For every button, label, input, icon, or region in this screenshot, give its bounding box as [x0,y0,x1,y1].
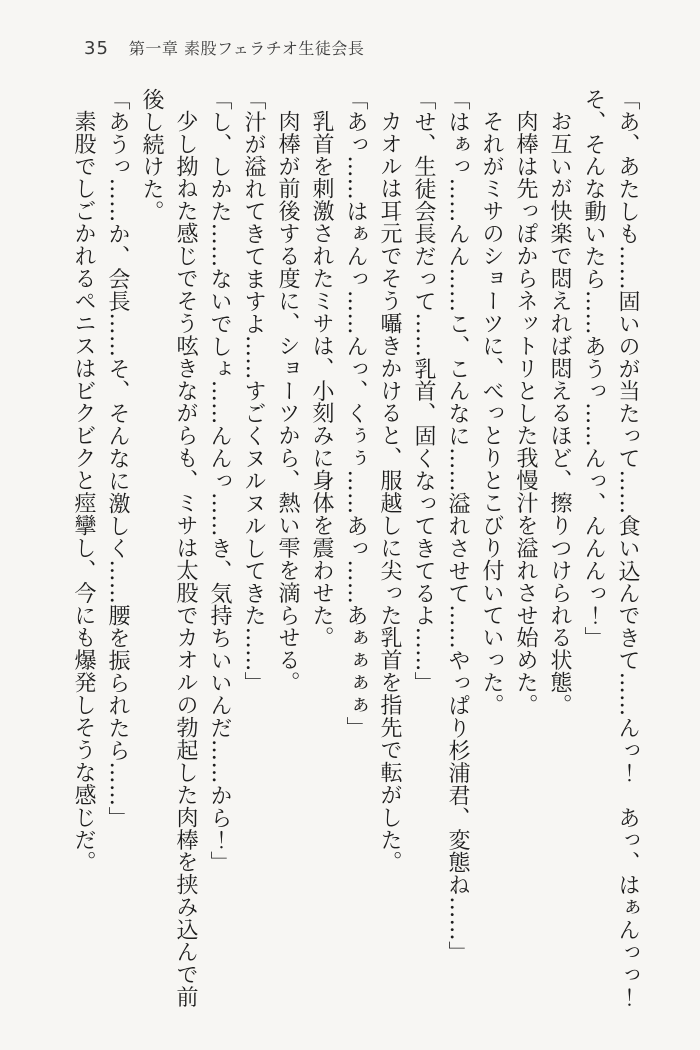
paragraph-narration: 肉棒は先っぽからネットリとした我慢汁を溢れさせ始めた。 [513,110,538,717]
paragraph-dialogue: 「し、しかた……ないでしょ……んんっ……き、気持ちいいんだ……から！」 [207,88,232,874]
paragraph-dialogue: 「汁が溢れてきてますよ……すごくヌルヌルしてきた……」 [241,88,266,695]
paragraph-dialogue: 「あうっ……か、会長……そ、そんなに激しく……腰を振られたら……」 [105,88,130,829]
paragraph-dialogue: 「あっ……はぁんっ……んっ、くぅぅ……あっ……あぁぁぁぁ」 [343,88,368,740]
paragraph-narration: 肉棒が前後する度に、ショーツから、熱い雫を滴らせる。 [275,110,300,694]
paragraph-narration: 少し拗ねた感じでそう呟きながらも、ミサは太股でカオルの勃起した肉棒を挟み込んで前後し続けた。 [139,88,198,1009]
chapter-title: 第一章 素股フェラチオ生徒会長 [128,39,365,58]
paragraph-dialogue: 「せ、生徒会長だって……乳首、固くなってきてるよ……」 [411,88,436,695]
page-header [84,36,364,59]
paragraph-dialogue: 「はぁっ……んん……こ、こんなに……溢れさせて……やっぱり杉浦君、変態ね……」 [445,88,470,964]
page-number: 35 [84,38,109,59]
paragraph-narration: 素股でしごかれるペニスはビクビクと痙攣し、今にも爆発しそうな感じだ。 [71,110,96,874]
paragraph-narration: お互いが快楽で悶えれば悶えるほど、擦りつけられる状態。 [547,110,572,717]
paragraph-narration: 乳首を刺激されたミサは、小刻みに身体を震わせた。 [309,110,334,649]
paragraph-narration: カオルは耳元でそう囁きかけると、服越しに尖った乳首を指先で転がした。 [377,110,402,874]
paragraph-narration: それがミサのショーツに、べっとりとこびり付いていった。 [479,110,504,717]
vertical-text-body [58,88,644,1010]
paragraph-dialogue: 「あ、あたしも……固いのが当たって……食い込んできて……んっ！ あっ、はぁんっっ！そ、そんな動いたら……あうっ……んっ、んんんっ！」 [581,88,640,1009]
